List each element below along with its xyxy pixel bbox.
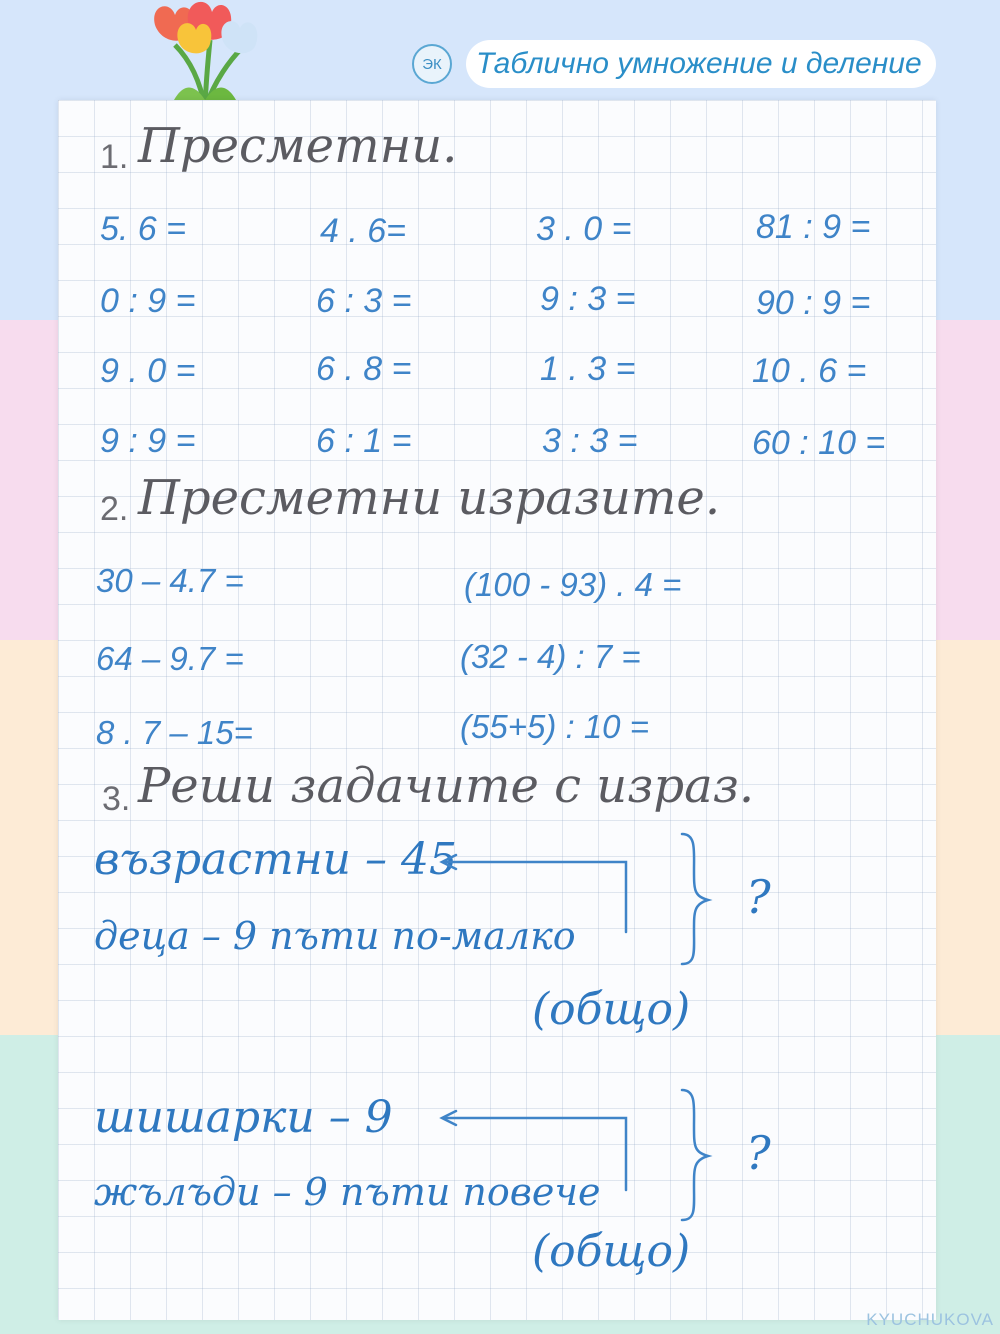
exercise-1-6: 6 : 3 = (316, 282, 412, 320)
exercise-1-3: 9 . 0 = (100, 352, 196, 390)
task-1-question-mark: ? (746, 870, 771, 924)
task-1-arrow (444, 862, 626, 932)
exercise-1-5: 4 . 6= (320, 212, 407, 250)
exercise-1-4: 9 : 9 = (100, 422, 196, 460)
exercise-1-14: 90 : 9 = (756, 284, 871, 322)
exercise-1-9: 3 . 0 = (536, 210, 632, 248)
exercise-1-7: 6 . 8 = (316, 350, 412, 388)
task-2-cones: шишарки – 9 (94, 1092, 393, 1143)
task-2-acorns: жълъди – 9 пъти повече (94, 1170, 601, 1214)
task-2-brace-icon (682, 1090, 708, 1220)
exercise-1-11: 1 . 3 = (540, 350, 636, 388)
section-1-title: Пресметни. (138, 118, 458, 174)
task-1-adults: възрастни – 45 (94, 834, 457, 885)
section-2-title: Пресметни изразите. (138, 470, 721, 526)
task-2-arrow (444, 1118, 626, 1190)
section-3-title: Реши задачите с израз. (138, 758, 755, 814)
exercise-1-15: 10 . 6 = (752, 352, 867, 390)
section-1-number: 1. (100, 138, 129, 176)
author-watermark: KYUCHUKOVA (866, 1310, 994, 1329)
exercise-1-12: 3 : 3 = (542, 422, 638, 460)
expression-left-1: 30 – 4.7 = (96, 562, 244, 599)
task-1-children: деца – 9 пъти по-малко (94, 914, 576, 958)
task-1-total: (общо) (532, 984, 691, 1035)
expression-right-2: (32 - 4) : 7 = (460, 638, 641, 675)
exercise-1-16: 60 : 10 = (752, 424, 886, 462)
exercise-1-1: 5. 6 = (100, 210, 187, 248)
logo-text: ЭК (422, 55, 442, 73)
task-1-brace-icon (682, 834, 708, 964)
section-3-number: 3. (102, 780, 131, 818)
task-2-total: (общо) (532, 1226, 691, 1277)
exercise-1-2: 0 : 9 = (100, 282, 196, 320)
worksheet-title: Таблично умножение и деление (476, 47, 922, 80)
exercise-1-8: 6 : 1 = (316, 422, 412, 460)
exercise-1-13: 81 : 9 = (756, 208, 871, 246)
task-2-question-mark: ? (746, 1126, 771, 1180)
expression-left-2: 64 – 9.7 = (96, 640, 244, 677)
expression-left-3: 8 . 7 – 15= (96, 714, 253, 751)
expression-right-3: (55+5) : 10 = (460, 708, 649, 745)
exercise-1-10: 9 : 3 = (540, 280, 636, 318)
section-2-number: 2. (100, 490, 129, 528)
expression-right-1: (100 - 93) . 4 = (464, 566, 682, 603)
